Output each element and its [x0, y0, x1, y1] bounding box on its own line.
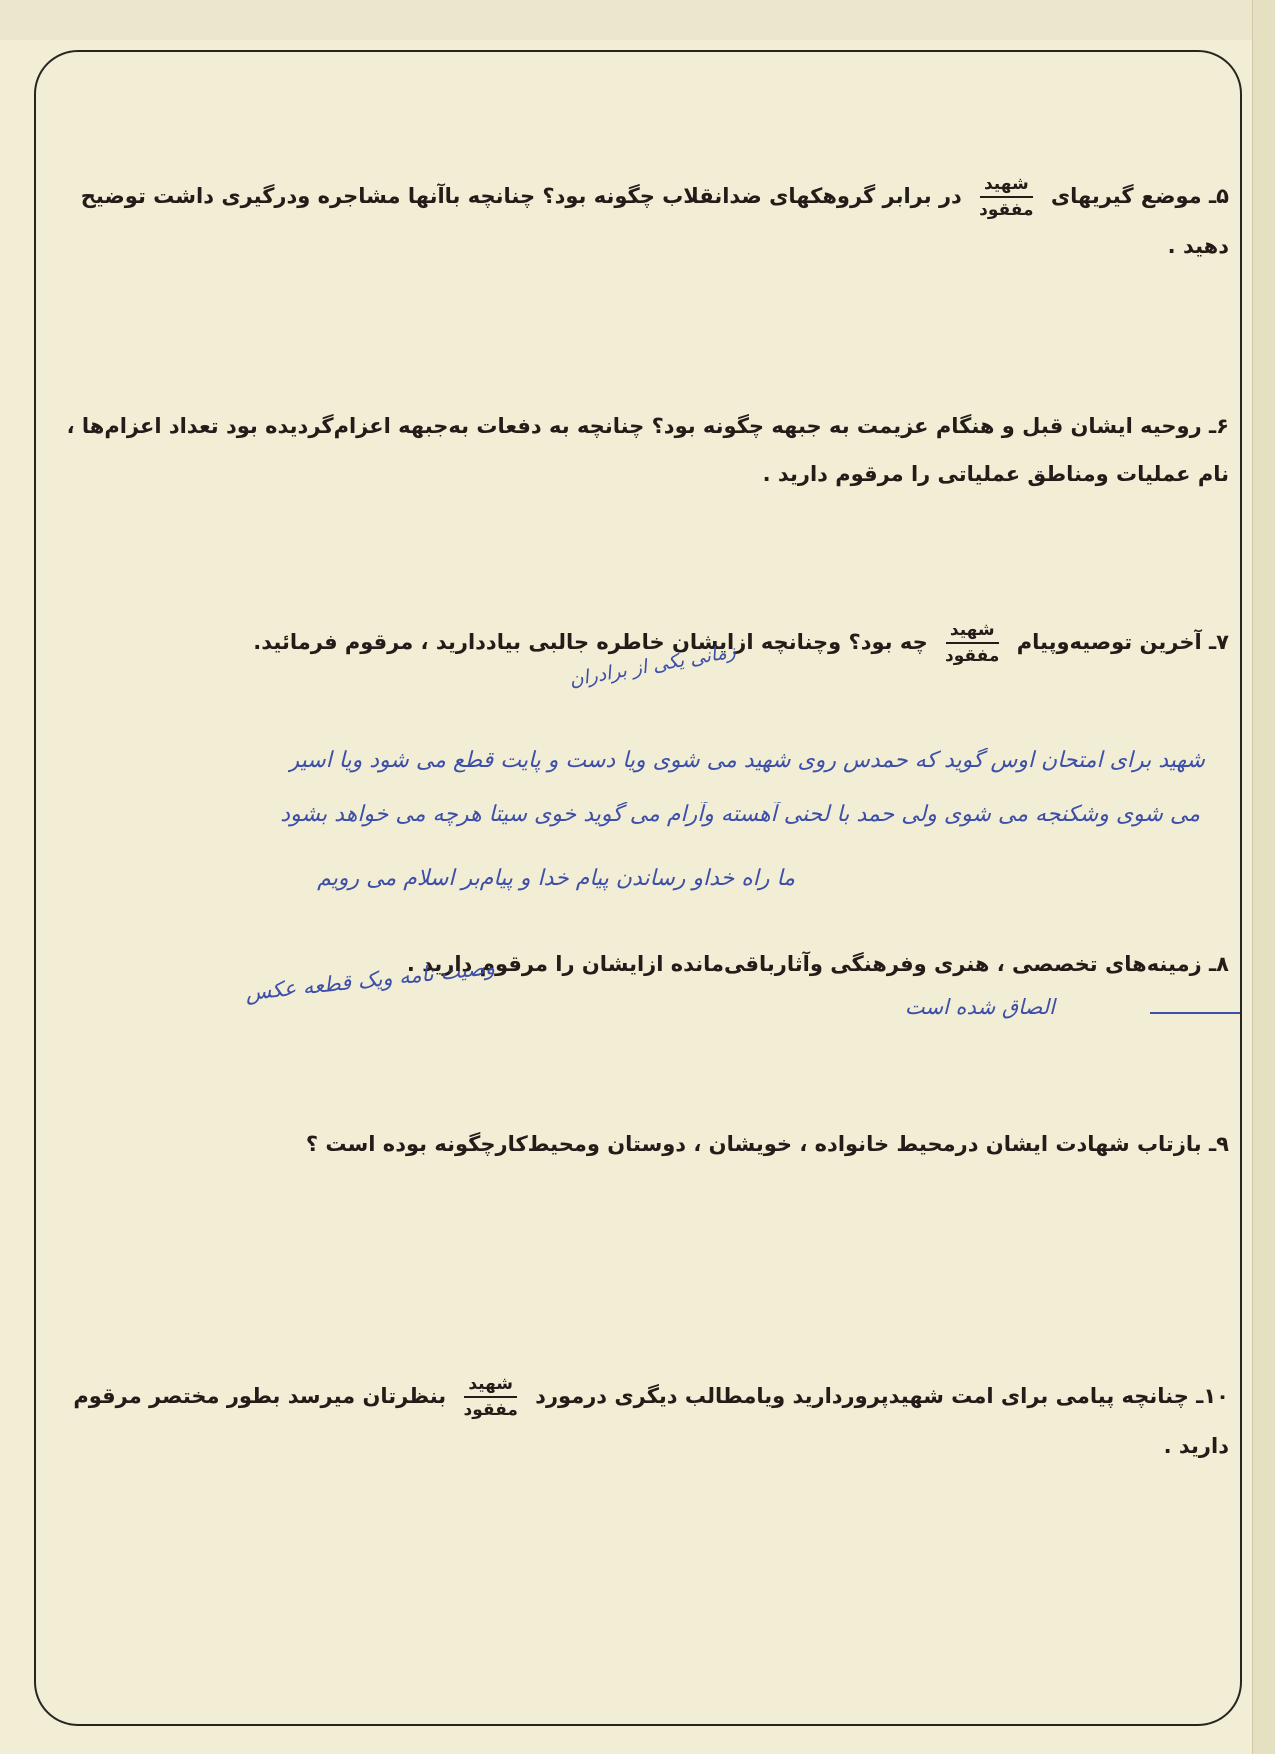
- fraction-top: شهید: [980, 172, 1033, 198]
- question-5-text-start: ۵ـ موضع گیریهای: [1050, 184, 1229, 208]
- paper-right-edge: [1252, 0, 1275, 1754]
- question-10-text-end: بنظرتان میرسد بطور مختصر مرقوم دارید .: [73, 1384, 1229, 1458]
- handwritten-answer-q7-top: زمانی یکی از برادران: [567, 640, 737, 692]
- question-6: [49, 402, 1229, 498]
- question-10-text-start: ۱۰ـ چنانچه پیامی برای امت شهیدپروردارید ویامطالب دیگری درمورد: [535, 1384, 1229, 1408]
- question-6-text: ۶ـ روحیه ایشان قبل و هنگام عزیمت به جبهه چگونه بود؟ چنانچه به دفعات به‌جبهه اعزام‌گردیده بود تعداد اعزام‌ها ، نام عملیات ومناطق عملیاتی را مرقوم دارید .: [66, 414, 1229, 486]
- martyr-missing-fraction: [979, 172, 1033, 222]
- fraction-top: شهید: [464, 1372, 517, 1398]
- question-7-text-end: چه بود؟ وچنانچه ازایشان خاطره جالبی بیاددارید ، مرقوم فرمائید.: [253, 630, 928, 654]
- martyr-missing-fraction: [945, 618, 999, 668]
- question-5: [49, 172, 1229, 270]
- question-8-text: ۸ـ زمینه‌های تخصصی ، هنری وفرهنگی وآثارباقی‌مانده ازایشان را مرقوم دارید .: [406, 952, 1229, 976]
- paper-top-edge: [0, 0, 1275, 40]
- martyr-missing-fraction: [463, 1372, 517, 1422]
- question-7-text-start: ۷ـ آخرین توصیه‌وپیام: [1016, 630, 1229, 654]
- question-8: [49, 940, 1229, 988]
- question-9-text: ۹ـ بازتاب شهادت ایشان درمحیط خانواده ، خویشان ، دوستان ومحیط‌کارچگونه بوده است ؟: [305, 1132, 1229, 1156]
- handwritten-answer-q8-line-1: وصیت نامه ویک قطعه عکس: [244, 955, 497, 1006]
- fraction-bottom: مفقود: [979, 200, 1034, 220]
- handwritten-answer-q7-line-3: ما راه خداو رساندن پیام خدا و پیام‌بر اسلام می رویم: [317, 866, 795, 891]
- handwritten-answer-q7-line-2: می شوی وشکنجه می شوی ولی حمد با لحنی آهسته وآرام می گوید خوی سیتا هرچه می خواهد بشود: [280, 802, 1200, 827]
- question-5-text-end: در برابر گروهکهای ضدانقلاب چگونه بود؟ چنانچه باآنها مشاجره ودرگیری داشت توضیح دهید .: [80, 184, 1229, 258]
- question-10: [49, 1372, 1229, 1470]
- handwritten-answer-q8-line-2: الصاق شده است: [904, 995, 1055, 1019]
- handwritten-answer-q7-line-1: شهید برای امتحان اوس گوید که حمدس روی شهید می شوی ویا دست و پایت قطع می شود ویا اسیر: [288, 748, 1205, 773]
- fraction-bottom: مفقود: [463, 1400, 518, 1420]
- handwritten-underline: [1150, 1012, 1240, 1014]
- question-9: [49, 1120, 1229, 1168]
- fraction-bottom: مفقود: [945, 646, 1000, 666]
- fraction-top: شهید: [946, 618, 999, 644]
